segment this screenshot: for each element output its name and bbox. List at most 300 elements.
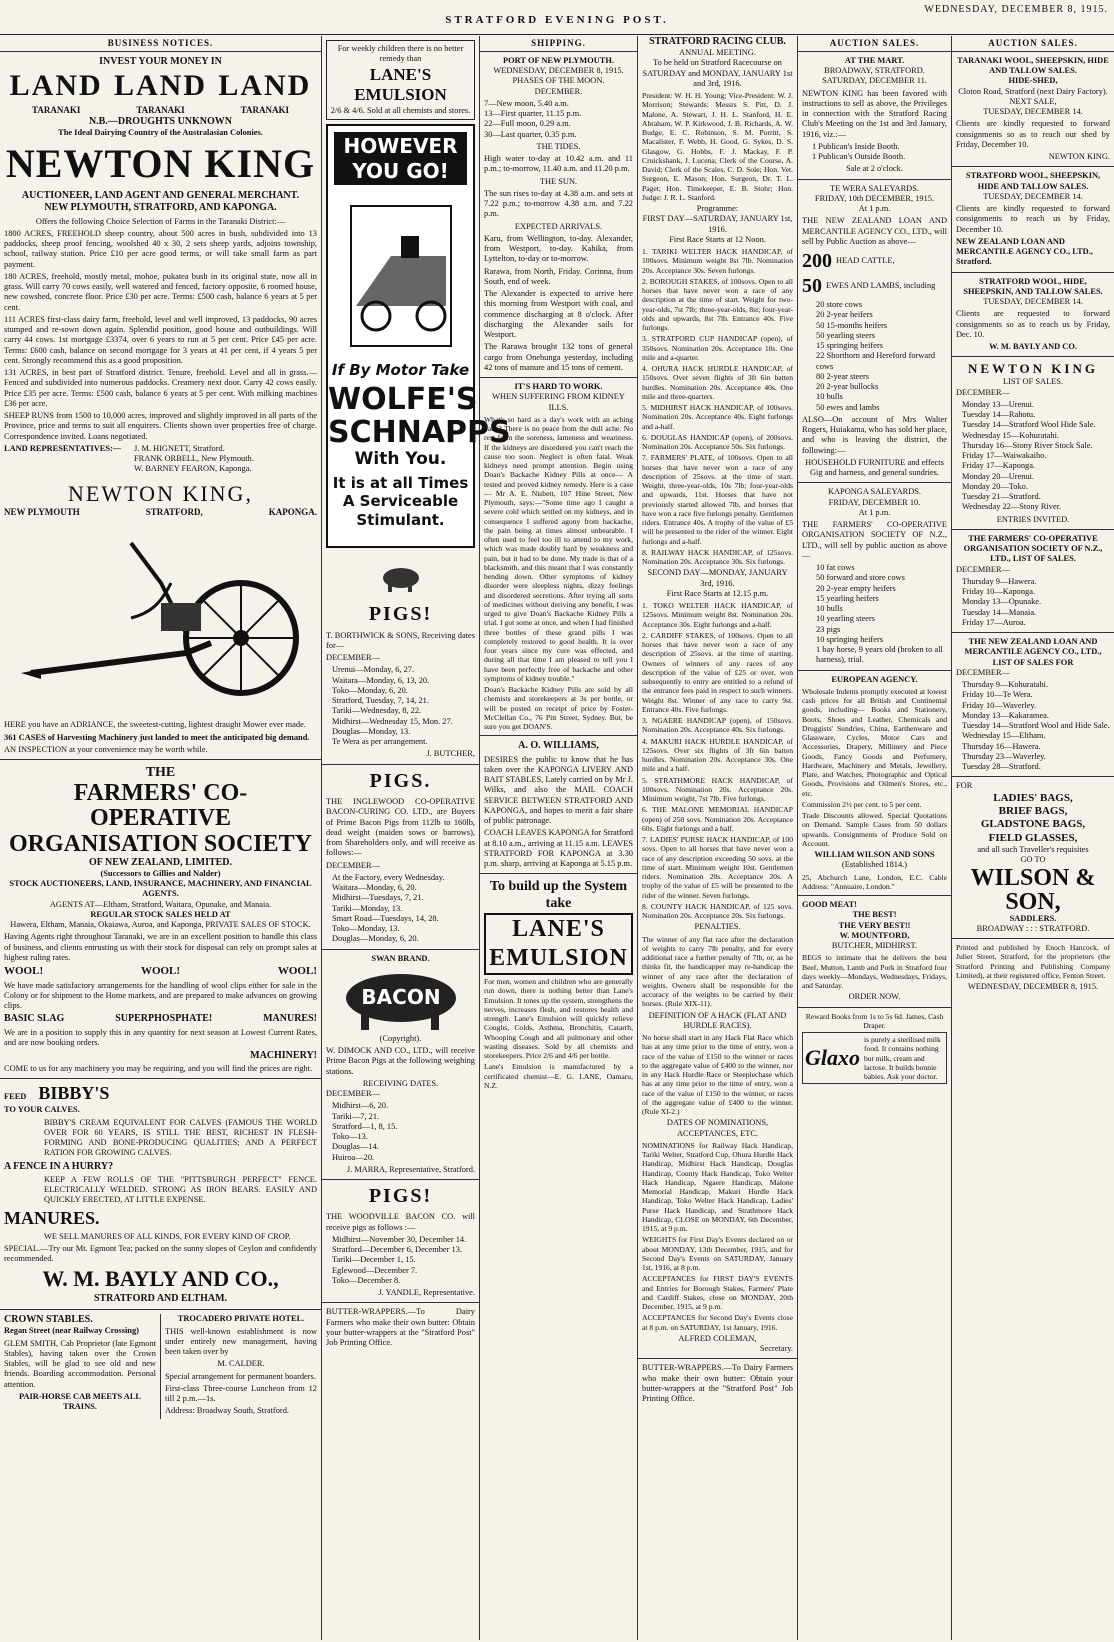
- bibby-row: [4, 1083, 317, 1105]
- special-para: SPECIAL.—Try our Mt. Egmont Tea; packed on the sunny slopes of Ceylon and confidently recommended.: [4, 1243, 317, 1264]
- held-line: To be held on Stratford Racecourse on: [653, 58, 782, 68]
- newton-king-headline-2: NEWTON KING,: [68, 480, 253, 506]
- lanes-manufacturer: Lane's Emulsion is manufactured by a certificated chemist—E. G. LANE, Oamaru, N.Z.: [484, 1062, 633, 1090]
- land-word: LAND: [113, 69, 207, 103]
- printed-by: Printed and published by Enoch Hancock, of Juliet Street, Stratford, for the proprietors (the Stratford Printing and Publishing Company Limited), at their registered office, Fenton Street.: [956, 943, 1110, 980]
- date-item: Urenui—Monday, 6, 27.: [332, 665, 415, 675]
- saddlers: SADDLERS.: [1009, 913, 1057, 923]
- date-item: Waitara—Monday, 6, 13, 20.: [332, 675, 430, 685]
- divider: [952, 776, 1114, 777]
- race-item: 1. TOKO WELTER HACK HANDICAP, of 125sovs. Minimum weight 8st. Nomination 20s. Acceptance 30s. Eight furlongs and a-half.: [642, 601, 793, 629]
- cattle-row: [802, 249, 947, 273]
- sale-item: Thursday 23—Waverley.: [962, 751, 1046, 761]
- stock-line: STOCK AUCTIONEERS, LAND, INSURANCE, MACHINERY, AND FINANCIAL AGENTS.: [9, 879, 312, 899]
- calves-line: TO YOUR CALVES.: [4, 1105, 80, 1115]
- kaponga-heading: KAPONGA SALEYARDS.: [827, 487, 922, 497]
- tuesday-line: TUESDAY, DECEMBER 14.: [983, 107, 1083, 117]
- lanes-emulsion-headline: LANE'S EMULSION: [484, 913, 633, 976]
- town: STRATFORD,: [145, 507, 203, 518]
- motorcar-icon: [331, 196, 471, 356]
- tuesday-line-2: TUESDAY, DECEMBER 14.: [983, 191, 1083, 201]
- reps-label: LAND REPRESENTATIVES:—: [4, 443, 122, 453]
- race-item: 8. COUNTY HACK HANDICAP, of 125 sovs. Nomination 20s. Acceptance 20s. Six furlongs.: [642, 901, 793, 921]
- come-para: COME to us for any machinery you may be requiring, and you will find the prices are right.: [4, 1064, 313, 1074]
- arrivals-heading: EXPECTED ARRIVALS.: [514, 221, 603, 231]
- stock-item: 20 store cows: [816, 300, 863, 309]
- address-line: Address: Broadway South, Stratford.: [165, 1406, 289, 1416]
- sun-para: The sun rises to-day at 4.38 a.m. and sets at 7.22 p.m.; to-morrow 4.38 a.m. and 7.22 p.m.: [484, 188, 633, 219]
- friday-line-2: FRIDAY, DECEMBER 10.: [828, 497, 921, 507]
- wool-word: WOOL!: [277, 965, 317, 978]
- dimock-para: W. DIMOCK AND CO., LTD., will receive Prime Bacon Pigs at the following weighing stations.: [326, 1046, 475, 1076]
- for-label: FOR: [956, 781, 973, 791]
- pair-horse: PAIR-HORSE CAB MEETS ALL TRAINS.: [19, 1391, 141, 1412]
- saturday-line: SATURDAY, DECEMBER 11.: [822, 76, 927, 86]
- penalties-heading: PENALTIES.: [694, 922, 741, 932]
- broadway-line: BROADWAY : : : STRATFORD.: [976, 923, 1090, 933]
- definition-para: No horse shall start in any Hack Flat Race which has at any time prior to the time of entry, won a race of the value of £150 to the winner or races to the aggregate value of £400 to the winner, nor in any Hack Hurdle Race or Steeplechase which has at any time prior to the time of entry, won a race of the value of £150 to the winner, or races of the aggregate value of £400 to the winner. (Rule XI-2.): [642, 1033, 793, 1117]
- date-item: Waitara—Monday, 6, 20.: [332, 883, 417, 892]
- issue-date: WEDNESDAY, DECEMBER 8, 1915.: [924, 4, 1108, 15]
- sale-item: Tuesday 14—Stratford Wool and Hide Sale.: [962, 721, 1110, 731]
- stock-item: 10 bulls: [816, 392, 843, 402]
- sale-item: Friday 17—Auroa.: [962, 617, 1026, 627]
- marra-signature: J. MARRA, Representative, Stratford.: [346, 1164, 475, 1174]
- towns-row: [4, 507, 317, 518]
- glaxo-ad: [802, 1032, 947, 1084]
- hide-shed: HIDE-SHED,: [1008, 76, 1058, 86]
- date-item: Stratford—1, 8, 15.: [332, 1121, 398, 1131]
- newton-king-signature: NEWTON KING.: [1048, 152, 1110, 162]
- commission-line: Commission 2½ per cent. to 5 per cent.: [802, 799, 922, 809]
- wool-word: WOOL!: [4, 965, 44, 978]
- date-item: Huiroa—20.: [332, 1152, 375, 1162]
- taranaki-row: [4, 105, 317, 116]
- swan-brand: SWAN BRAND.: [371, 953, 430, 963]
- booth-item: 1 Publican's Inside Booth.: [812, 141, 900, 151]
- divider: [322, 1302, 479, 1303]
- date-item: Douglas—14.: [332, 1142, 379, 1152]
- doans-para-2: Doan's Backache Kidney Pills are sold by all chemists and storekeepers at 3s per bottle, or will be posted on receipt of price by Foster-McClellan Co., 76 Pitt Street, Sydney. But, be sure you get DOAN'S.: [484, 685, 633, 732]
- superphosphate: SUPERPHOSPHATE!: [115, 1013, 213, 1025]
- nominations-para: NOMINATIONS for Railway Hack Handicap, Tariki Welter, Stratford Cup, Ohura Hurdle Hack Handicap, Midhirst Hack Handicap, Douglas Handicap, County Hack Handicap, Toko Welter Hack Handicap, Ngaere Handicap, Malone Memorial Handicap, Makuri Hurdle Hack Handicap, Toko Welter Hack Handicap, Ladies' Purse Hack Handicap, and Strathmore Hack Handicap, CLOSE on MONDAY, 6th December, 1915, at 9 p.m.: [642, 1140, 793, 1234]
- second-day: SECOND DAY—MONDAY, JANUARY 3rd, 1916.: [647, 568, 788, 588]
- date-item: Douglas—Monday, 6, 20.: [332, 934, 419, 944]
- offers-line: Offers the following Choice Selection of Farms in the Taranaki District:—: [35, 216, 286, 226]
- clients-para-2: Clients are kindly requested to forward consignments to reach us by Friday, December 10.: [956, 204, 1110, 234]
- agents-line: AGENTS AT—Eltham, Stratford, Waitara, Opunake, and Manaia.: [49, 899, 272, 909]
- with-you: With You.: [354, 449, 447, 470]
- mower-illustration: [4, 518, 317, 718]
- auctioneer-line: AUCTIONEER, LAND AGENT AND GENERAL MERCHANT.: [21, 190, 300, 202]
- newton-king-sales: [956, 400, 1110, 513]
- race-item: 5. STRATHMORE HACK HANDICAP, of 100sovs. Nomination 20s. Acceptance 20s. Minimum weight, 7st 7lb. Five furlongs.: [642, 775, 793, 804]
- fcos-list-heading: THE FARMERS' CO-OPERATIVE ORGANISATION SOCIETY OF N.Z., LTD., LIST OF SALES.: [963, 533, 1103, 564]
- sale-item: Monday 13—Opunake.: [962, 597, 1042, 607]
- regular-line: REGULAR STOCK SALES HELD AT: [90, 909, 231, 919]
- stratford-wool-heading: STRATFORD WOOL, SHEEPSKIN, HIDE AND TALLOW SALES.: [965, 171, 1101, 191]
- invest-line: INVEST YOUR MONEY IN: [99, 55, 222, 67]
- december-label: DECEMBER—: [956, 387, 1010, 397]
- trocadero-para: THIS well-known establishment is now under entirely new management, having been taken over by: [165, 1326, 317, 1357]
- column-ads: [322, 36, 511, 1640]
- sale-item: Thursday 16—Hawera.: [962, 741, 1041, 751]
- date-item: Midhirst—November 30, December 14.: [332, 1234, 467, 1244]
- land-reps: [4, 444, 317, 475]
- motorcar-illustration: [328, 191, 473, 361]
- farm-listing: 131 ACRES, in best part of Stratford district. Tenure, freehold. Level and all in grass.—Fenced and subdivided into numerous paddocks. Creamery next door. Carry 42 cows easily. Price £35 per acre. Terms: £500 cash, balance 6 years at 5 per cent. With milking machines £36 per acre.: [4, 368, 317, 408]
- aow-para: DESIRES the public to know that he has taken over the KAPONGA LIVERY AND BAIT STABLES, Lately carried on by Mr J. Wilks, and also the MAIL COACH SERVICE BETWEEN STRATFORD AND KAPONGA, and hopes to merit a fair share of public patronage.: [484, 754, 633, 826]
- date-item: Smart Road—Tuesdays, 14, 28.: [332, 913, 439, 923]
- tides-heading: THE TIDES.: [536, 141, 581, 151]
- date-item: Te Wera as per arrangement.: [332, 737, 428, 747]
- sale-item: Thursday 9—Kohuratahi.: [962, 680, 1049, 690]
- sale-item: Tuesday 14—Stratford Wool Hide Sale.: [962, 420, 1096, 430]
- sale-item: Friday 17—Waiwakaiho.: [962, 451, 1047, 461]
- crown-stables-ad: [4, 1314, 161, 1418]
- sale-item: Tuesday 14—Manaia.: [962, 607, 1037, 617]
- sale-item: Friday 10—Te Wera.: [962, 690, 1033, 700]
- stock-item: 50 forward and store cows: [816, 573, 905, 583]
- date-item: Tariki—December 1, 15.: [332, 1255, 416, 1265]
- secretary-name: ALFRED COLEMAN,: [678, 1333, 757, 1343]
- nzl-list-heading: THE NEW ZEALAND LOAN AND MERCANTILE AGENCY CO., LTD., LIST OF SALES FOR: [964, 637, 1102, 667]
- of-nz-line: OF NEW ZEALAND, LIMITED.: [88, 856, 233, 868]
- race-item: 8. RAILWAY HACK HANDICAP, of 125sovs. Nomination 20s. Acceptance 30s. Six furlongs.: [642, 547, 793, 567]
- stock-item: 10 yearling steers: [816, 614, 876, 624]
- stratford-wool-heading-2: STRATFORD WOOL, HIDE, SHEEPSKIN, AND TALLOW SALES.: [963, 276, 1103, 296]
- alexander-para: The Alexander is expected to arrive here this morning from Westport with coal, and commence discharging at 8 o'clock. After discharging the Alexander sails for Westport.: [484, 289, 633, 340]
- divider: [0, 759, 321, 760]
- brief-bags: BRIEF BAGS,: [998, 804, 1068, 817]
- date-item: Midhirst—Wednesday 15, Mon. 27.: [332, 716, 453, 726]
- inglewood-para: THE INGLEWOOD CO-OPERATIVE BACON-CURING CO. LTD., are Buyers of Prime Bacon Pigs from 112lb to 160lb, dead weight (maiden sows or barrows), from Shareholders only, and will receive as follows:—: [326, 797, 475, 858]
- sale-item: Wednesday 15—Eltham.: [962, 731, 1046, 741]
- newton-king-headline: NEWTON KING: [5, 141, 316, 187]
- date-item: Midhirst—6, 20.: [332, 1101, 389, 1111]
- nzl-sales: [956, 680, 1110, 772]
- newton-king-list-heading: NEWTON KING: [968, 361, 1098, 377]
- borthwick-intro: T. BORTHWICK & SONS, Receiving dates for—: [326, 630, 475, 650]
- sale-item: Tuesday 28—Stratford.: [962, 762, 1041, 772]
- cases-line: 361 CASES of Harvesting Machinery just landed to meet the anticipated big demand.: [4, 732, 310, 742]
- race-item: 2. BOROUGH STAKES, of 100sovs. Open to all horses that have never won a race of any description at the time of start. Weight for two-year-olds, 7st 7lb; three-year-olds, 8st; four-year-olds and upwards, 8st 7lb. Entrance 40s. Five furlongs.: [642, 276, 793, 333]
- race-item: 2. CARDIFF STAKES, of 100sovs. Open to all horses that have never won a race of any description of 25sovs. at the time of starting. Owners of winners of any races of any description of the value of £25 or over, won subsequently to entry are entitled to a refund of the entrance fees paid in respect to such winners. Weight 8st. Winner of any race to carry 9st. Entrance 40s. Five furlongs.: [642, 630, 793, 714]
- sheep-runs: SHEEP RUNS from 1500 to 10,000 acres, improved and slightly improved in all parts of the Province, price and terms to suit all enquirers. Clients shown over properties free of charge. Correspondence invited. Loans negotiated.: [4, 411, 317, 441]
- wolfes-name: WOLFE'S SCHNAPPS: [328, 382, 511, 451]
- divider: [798, 179, 951, 180]
- divider: [322, 949, 479, 950]
- bacon-label: BACON: [360, 984, 441, 1009]
- successors-line: (Successors to Gillies and Nalder): [100, 868, 221, 878]
- sale-item: Thursday 9—Hawera.: [962, 576, 1037, 586]
- regan-street: Regan Street (near Railway Crossing): [4, 1326, 139, 1336]
- traveller-line: and all such Traveller's requisites: [977, 845, 1089, 855]
- sale-item: Thursday 16—Stony River Stock Sale.: [962, 440, 1093, 450]
- lanes-para: For men, women and children who are generally run down, there is nothing better than Lane's Emulsion. It tones up the system, strengthens the nerves, increases flesh, and restores health and strength. Lane's Emulsion will quickly relieve Coughs, Colds, Asthma, Bronchitis, Catarrh, Whooping Cough and all pulmonary and other wasting diseases. Sold by all chemists and storekeepers. Price 2/6 and 4/6 per bottle.: [484, 977, 633, 1061]
- date-item: Tariki—7, 21.: [332, 1111, 380, 1121]
- coach-para: COACH LEAVES KAPONGA for Stratford at 8.10 a.m., arriving at 11.15 a.m. LEAVES STRATFORD FOR KAPONGA at 3.30 p.m. sharp, arriving at Kaponga at 5.15 p.m.: [484, 828, 633, 869]
- farm-listing: 1800 ACRES, FREEHOLD sheep country, about 500 acres in bush, subdivided into 13 paddocks, sheep proof fencing, woolshed 40 x 30, 2 sets sheep yards, adjoins township, school, railway station. Price £10 per acre good terms, or will take small farm as part payment.: [4, 228, 317, 269]
- first-day: FIRST DAY—SATURDAY, JANUARY 1st, 1916.: [642, 214, 793, 234]
- divider: [952, 166, 1114, 167]
- rarawa-para: The Rarawa brought 132 tons of general cargo from Onehunga yesterday, including 42 tons of manure and 15 tons of cement.: [484, 342, 633, 372]
- fence-headline: A FENCE IN A HURRY?: [4, 1160, 114, 1172]
- taranaki-word: TARANAKI: [240, 104, 289, 115]
- adriance-line: HERE you have an ADRIANCE, the sweetest-cutting, lightest draught Mower ever made.: [4, 720, 306, 730]
- sale-item: Wednesday 22—Stony River.: [962, 502, 1062, 512]
- order-now: ORDER NOW.: [848, 992, 901, 1002]
- inglewood-dates: [326, 873, 475, 945]
- woodville-para: THE WOODVILLE BACON CO. will receive pigs as follows :—: [326, 1212, 475, 1232]
- butcher-line: BUTCHER, MIDHIRST.: [831, 941, 918, 950]
- motor-line: If By Motor Take: [331, 361, 470, 379]
- pigs-headline-2: PIGS.: [369, 769, 432, 792]
- butter-wrappers: BUTTER-WRAPPERS.—To Dairy Farmers who make their own butter: Obtain your butter-wrappers at the "Stratford Post" Job Printing Office.: [326, 1307, 475, 1348]
- sale-item: Monday 20—Toko.: [962, 481, 1028, 491]
- tides-para: High water to-day at 10.42 a.m. and 11 p.m.; to-morrow, 11.40 a.m. and 11.20 p.m.: [484, 154, 633, 174]
- aow-name: A. O. WILLIAMS,: [518, 740, 599, 752]
- woodville-dates: [326, 1235, 475, 1286]
- gladstone-bags: GLADSTONE BAGS,: [980, 818, 1086, 831]
- butter-wrappers: BUTTER-WRAPPERS.—To Dairy Farmers who make their own butter: Obtain your butter-wrappers at the "Stratford Post" Job Printing Office.: [642, 1363, 793, 1404]
- the-label: THE: [145, 765, 176, 781]
- copyright: (Copyright).: [379, 1033, 422, 1043]
- pig-icon: [336, 966, 466, 1032]
- divider: [798, 670, 951, 671]
- weights-para: WEIGHTS for First Day's Events declared on or about MONDAY, 13th December, 1915, and for Second Day's Events on SATURDAY, January 1st, 1916, at 8 p.m.: [642, 1235, 793, 1273]
- entries-invited: ENTRIES INVITED.: [996, 514, 1070, 524]
- good-meat: GOOD MEAT!: [802, 900, 857, 909]
- phases-heading: PHASES OF THE MOON.: [512, 76, 605, 86]
- second-start: First Race Starts at 12.15 p.m.: [666, 588, 769, 598]
- divider: [322, 1179, 479, 1180]
- penalties-para: The winner of any flat race after the declaration of weights to carry 7lb penalty, and for every additional race a further penalty of 7lb, or, as he thinks fit, the handicapper may re-handicap the winner of any race after the declaration of weights. Owners shall be responsible for the accuracy of the weights to be carried by their horses. (Rule XIX-11).: [642, 934, 793, 1009]
- divider: [798, 1007, 951, 1008]
- stock-item: 50 15-months heifers: [816, 320, 888, 330]
- nominations-heading: DATES OF NOMINATIONS, ACCEPTANCES, ETC.: [666, 1118, 769, 1138]
- date-item: At the Factory, every Wednesday.: [332, 872, 445, 882]
- glem-para: GLEM SMITH, Cab Proprietor (late Egmont Stables), having taken over the Crown Stables, will be glad to see old and new friends. Boarding accommodation. Personal attention.: [4, 1338, 156, 1389]
- established-line: (Established 1814.): [841, 860, 908, 870]
- sale-item: Monday 13—Urenui.: [962, 399, 1035, 409]
- fcos-sales: [956, 577, 1110, 628]
- field-glasses: FIELD GLASSES,: [988, 831, 1078, 844]
- moon-phase: 13—First quarter, 11.15 p.m.: [484, 109, 582, 119]
- secretary-title: Secretary.: [759, 1344, 793, 1354]
- taranaki-word: TARANAKI: [136, 104, 185, 115]
- however-line: HOWEVER YOU GO!: [334, 132, 467, 185]
- abchurch-address: 25, Abchurch Lane, London, E.C. Cable Address: "Annuaire, London.": [802, 872, 947, 891]
- date-item: Stratford—December 6, December 13.: [332, 1245, 462, 1255]
- very-best: THE VERY BEST!!: [838, 920, 911, 930]
- wilson-son-name: WILSON & SON,: [970, 864, 1096, 915]
- pig-icon: [376, 563, 426, 593]
- ideal-line: The Ideal Dairying Country of the Australasian Colonies.: [58, 127, 263, 137]
- divider: [952, 356, 1114, 357]
- divider: [638, 1358, 797, 1359]
- moon-phase: 30—Last quarter, 0.35 p.m.: [484, 129, 577, 139]
- acceptances-para-2: ACCEPTANCES for Second Day's Events close at 8 p.m. on SATURDAY, 1st January, 1916.: [642, 1313, 793, 1332]
- divider: [952, 938, 1114, 939]
- bayly-headline: W. M. BAYLY AND CO.,: [42, 1266, 279, 1292]
- times-line: It is at all Times A Serviceable Stimulant.: [332, 474, 469, 529]
- mountford-name: W. MOUNTFORD,: [839, 930, 910, 940]
- stock-item: 1 bay horse, 9 years old (broken to all harness), trial.: [816, 645, 943, 665]
- rep-name: W. BARNEY FEARON, Kaponga.: [134, 464, 252, 474]
- column-racing: [638, 36, 798, 1640]
- date-item: Stratford, Tuesday, 7, 14, 21.: [332, 696, 429, 706]
- glaxo-para: is purely a sterilised milk food. It contains nothing but milk, cream and lactose. It builds bonnie babies. Ask your doctor.: [864, 1035, 941, 1081]
- reward-books: Reward Books from 1s to 5s 6d. James, Cash Draper.: [805, 1011, 944, 1030]
- also-para: ALSO—On account of Mrs Walter Rogers, Huiakama, who has sold her place, and who is leaving the district, the following:—: [802, 414, 947, 455]
- stock-item: 20 2-year bullocks: [816, 382, 879, 391]
- stock-item: 20 2-year heifers: [816, 310, 873, 320]
- basic-slag: BASIC SLAG: [4, 1013, 65, 1025]
- sale-time: Sale at 2 o'clock.: [846, 164, 903, 174]
- borthwick-signature: J. BUTCHER,: [426, 749, 475, 759]
- stock-item: 50 yearling steers: [816, 330, 876, 340]
- land-row: [4, 68, 317, 105]
- the-best: THE BEST!: [852, 910, 897, 920]
- december-label: DECEMBER.: [534, 86, 583, 96]
- cattle-label: HEAD CATTLE,: [836, 256, 895, 266]
- stock-item: 80 2-year steers: [816, 371, 870, 381]
- wool-row: [4, 965, 317, 978]
- cream-para: BIBBY'S CREAM EQUIVALENT FOR CALVES (FAMOUS THE WORLD OVER FOR 60 YEARS, IS STILL THE BEST, RICHEST IN FLESH-FORMING AND BONE-PRODUCING QUALITIES; AND A PERFECT RATION FOR GROWING CALVES.: [44, 1117, 317, 1158]
- mart-heading: AT THE MART.: [844, 55, 905, 65]
- stock-item: 20 2-year empty heifers: [816, 583, 896, 593]
- doans-para: What's so hard as a day's work with an aching back? There is no peace from the dull ache. No rest from the soreness, lameness and weariness. If the kidneys are disordered you can't reach the cause too soon. Neglect is often fatal. Weak kidneys need prompt attention. Begin using Doan's Backache Kidney Pills at once— A tested and proved kidney remedy. Here is a case— Mr A. E. Nisbett, 107 Hine Street, New Plymouth, says:—"Some time ago I caught a severe cold which settled on my kidneys, and in consequence I suffered agony from backache, the pain being at times almost unbearable. I often used to feel too ill to attend to my work, which was made doubly hard by weakness and pain, but it had to be done. My trade is that of a blacksmith, and this meant that I was constantly bending down. Other symptoms of kidney disorder were sleepless nights, dizzy feelings and disordered secretions. After trying all sorts of medicines without deriving any benefit, I was urged to give Doan's Backache Kidney Pills a trial. I got some at once, and when I had finished three bottles of these grand pills I was completely restored to good health. It is over four years since my cure was effected, and during all that time I am pleased to tell you I have been perfectly free of backache and other symptoms of kidney trouble.": [484, 414, 633, 683]
- wool-word: WOOL!: [140, 965, 181, 978]
- town: KAPONGA.: [268, 507, 317, 518]
- moon-phase: 22—Full moon, 0.29 a.m.: [484, 119, 571, 129]
- section-header: AUCTION SALES.: [798, 36, 951, 52]
- next-sale: NEXT SALE,: [1009, 96, 1057, 106]
- at-1pm: At 1 p.m.: [858, 204, 891, 214]
- date-item: Toko—13.: [332, 1132, 368, 1141]
- sale-item: Friday 17—Kaponga.: [962, 461, 1036, 471]
- date-item: Tariki—Wednesday, 8, 22.: [332, 706, 422, 716]
- friday-line: FRIDAY, 10th DECEMBER, 1915.: [814, 193, 935, 203]
- gig-line: Gig and harness, and general sundries.: [809, 468, 940, 477]
- manures-headline: MANURES.: [4, 1207, 100, 1228]
- first-start: First Race Starts at 12 Noon.: [669, 234, 766, 244]
- sale-item: Friday 10—Kaponga.: [962, 587, 1036, 597]
- imprint-date: WEDNESDAY, DECEMBER 8, 1915.: [967, 982, 1099, 992]
- kidney-subheading: WHEN SUFFERING FROM KIDNEY ILLS.: [492, 392, 625, 412]
- stock-item: 10 springing heifers: [816, 634, 883, 644]
- column-business-notices: [0, 36, 322, 1640]
- section-header: BUSINESS NOTICES.: [0, 36, 321, 52]
- divider: [322, 764, 479, 765]
- wool-para: We have made satisfactory arrangements for the handling of wool clips either for sale in the Colony or for shipment to the Home markets, and are prepared to make advances on growing clips.: [4, 980, 317, 1011]
- date-item: Eglewood—December 7.: [332, 1265, 418, 1275]
- arrivals-para-2: Rarawa, from North, Friday. Corinna, from South, end of week.: [484, 266, 633, 286]
- divider: [798, 482, 951, 483]
- supply-para: We are in a position to supply this in any quantity for next season at Lowest Current Rates, and are now booking orders.: [4, 1027, 317, 1047]
- yandle-signature: J. YANDLE, Representative.: [378, 1288, 475, 1298]
- taranaki-wool-heading: TARANAKI WOOL, SHEEPSKIN, HIDE AND TALLOW SALES.: [957, 55, 1109, 76]
- crown-title: CROWN STABLES.: [4, 1314, 93, 1326]
- arrivals-para: Karu, from Wellington, to-day. Alexander, from Westport, to-day. Kahika, from Lyttelton, to-day or to-morrow.: [484, 233, 633, 264]
- wilson-sons-name: WILLIAM WILSON AND SONS: [814, 850, 935, 859]
- race-item: 7. FARMERS' PLATE, of 100sovs. Open to all horses that have never won a race of any description of 25sovs. at the time of start. Weight, three-year-olds, 10s 7lb; four-year-olds and upwards, 11st. Horses that have not previously started allowed 7lb, and horses that have won a race five furlongs penalty. Gentlemen riders. Entrance 40s. A trophy of the value of £5 will be presented to the rider of the winner. Eight furlongs and a-half.: [642, 453, 793, 546]
- rep-name: J. M. HIGNETT, Stratford.: [134, 443, 225, 453]
- farm-listing: 111 ACRES first-class dairy farm, freehold, level and well improved, 13 paddocks, 90 acres stumped and re-sown down again. Splendid position, good house and outbuildings. Will carry 44 cows. 1st mortgage £3374, over 6 years to run at 5 per cent. Price £45 per acre. Terms: £600 cash, balance on second mortgage for 3 years at 41 per cent, if 4 years 5 per cent. Strongly recommend this as a good proposition.: [4, 314, 317, 365]
- sale-item: Wednesday 15—Kohuratahi.: [962, 430, 1060, 440]
- divider: [952, 632, 1114, 633]
- tuesday-line-3: TUESDAY, DECEMBER 14.: [983, 297, 1083, 307]
- droughts-line: N.B.—DROUGHTS UNKNOWN: [88, 115, 233, 127]
- date-item: Midhirst—Tuesdays, 7, 21.: [332, 893, 424, 903]
- divider: [798, 895, 951, 896]
- european-agency-heading: EUROPEAN AGENCY.: [831, 674, 918, 684]
- stock-item: 15 springing heifers: [816, 341, 883, 350]
- divider: [952, 529, 1114, 530]
- date-item: Tariki—Monday, 13.: [332, 903, 403, 913]
- sale-item: Monday 13—Kakaramea.: [962, 710, 1049, 720]
- section-header: SHIPPING.: [480, 36, 637, 52]
- moon-phase: 7—New moon, 5.40 a.m.: [484, 98, 569, 108]
- list-of-sales: LIST OF SALES.: [1002, 377, 1064, 387]
- ewes-label: EWES AND LAMBS, including: [826, 280, 936, 290]
- rep-name: FRANK ORBELL, New Plymouth.: [134, 454, 254, 464]
- glaxo-logo: Glaxo: [805, 1044, 860, 1070]
- column-shipping: [480, 36, 638, 1640]
- programme-label: Programme:: [696, 204, 739, 214]
- sun-heading: THE SUN.: [539, 176, 578, 186]
- booths-list: [802, 142, 947, 163]
- divider: [480, 377, 637, 378]
- stock-item: 10 bulls: [816, 604, 843, 613]
- trocadero-ad: [161, 1314, 317, 1418]
- sale-item: Friday 10—Waverley.: [962, 700, 1037, 710]
- having-para: Having Agents right throughout Taranaki, we are in an excellent position to handle this class of business, and clients entrusting us with their stock for disposal can rely on prompt sales at highest ruling rates.: [4, 932, 317, 962]
- fcos-headline: FARMERS' CO-OPERATIVE ORGANISATION SOCIETY: [9, 780, 312, 857]
- date-item: Douglas—Monday, 13.: [332, 726, 411, 736]
- places-line: Hawera, Eltham, Manaia, Okaiawa, Auroa, and Kaponga, PRIVATE SALES OF STOCK.: [10, 920, 311, 930]
- inspection-line: AN INSPECTION at your convenience may be worth while.: [4, 744, 208, 754]
- december-label: DECEMBER—: [956, 667, 1010, 677]
- bacon-pig-illustration: [326, 964, 475, 1034]
- december-label: DECEMBER—: [326, 1089, 380, 1098]
- receiving-dates: RECEIVING DATES.: [362, 1078, 439, 1088]
- officers-para: President: W. H. H. Young; Vice-President: W. J. Morrison; Stewards: Messrs S. Pitt, D. J. Malone, A. Stewart, J. H. L. Stanford, H. E. Abraham, W. P. Kirkwood, J. B. Richards, A. W. Budge, E. C. Robinson, S. M. Porritt, S. Macalister, F. Webb, H. Good, G. Sykes, D. S. Glasgow, G. Hobbs, F. J. Mackay, F. P. Cruickshank, J. Lucena; Clerk of the Course, A. David; Clerk of the Scales, C. D. Sole; Hon. Vet. Surgeon, E. Mason; Hon. Surgeon, Dr. T. L. Paget; Hon. Timekeeper, E. B. Stohr; Hon. Judge: J. R. L. Stanford.: [642, 91, 793, 202]
- lanes-emulsion-ad-small: [326, 40, 475, 120]
- stock-item: 50 ewes and lambs: [816, 402, 880, 412]
- sale-item: Monday 20—Urenui.: [962, 471, 1035, 481]
- race-item: 3. NGAERE HANDICAP (open), of 150sovs. Nomination 20s. Acceptance 40s. Six furlongs.: [642, 716, 793, 735]
- pig-illustration: [326, 558, 475, 598]
- divider: [952, 272, 1114, 273]
- trocadero-title: TROCADERO PRIVATE HOTEL.: [177, 1314, 305, 1324]
- paper-title: STRATFORD EVENING POST.: [445, 14, 669, 26]
- clients-para-3: Clients are requested to forward consignments so as to reach us by Friday, Dec. 10.: [956, 309, 1110, 339]
- ladies-bags: LADIES' BAGS,: [993, 791, 1073, 804]
- meeting-dates: SATURDAY and MONDAY, JANUARY 1st and 3rd, 1916.: [642, 68, 793, 88]
- annual-meeting: ANNUAL MEETING.: [679, 48, 756, 58]
- stock-item: 23 pigs: [816, 624, 841, 634]
- booth-item: 1 Publican's Outside Booth.: [812, 152, 906, 162]
- acceptances-para: ACCEPTANCES for FIRST DAY'S EVENTS and Entries for Borough Stakes, Farmers' Plate and Cardiff Stakes, close on MONDAY, 20th December, 1915, at 9 p.m.: [642, 1274, 793, 1312]
- stock-item: 15 yearling heifers: [816, 593, 879, 603]
- cattle-count: 200: [802, 250, 832, 273]
- date-item: Toko—Monday, 6, 20.: [332, 685, 408, 695]
- farm-listing: 180 ACRES, freehold, mostly metal, mohoe, pukatea bush in its original state, now all in grass. Will carry 70 cows easily, well watered and fenced, factory opposite, 6 roomed house, new cowshed, concrete floor. Price £30 per acre. Terms: £500 cash, balance 6 years at 5 per cent.: [4, 271, 317, 312]
- divider: [0, 1078, 321, 1079]
- hard-to-work-heading: IT'S HARD TO WORK.: [514, 382, 603, 392]
